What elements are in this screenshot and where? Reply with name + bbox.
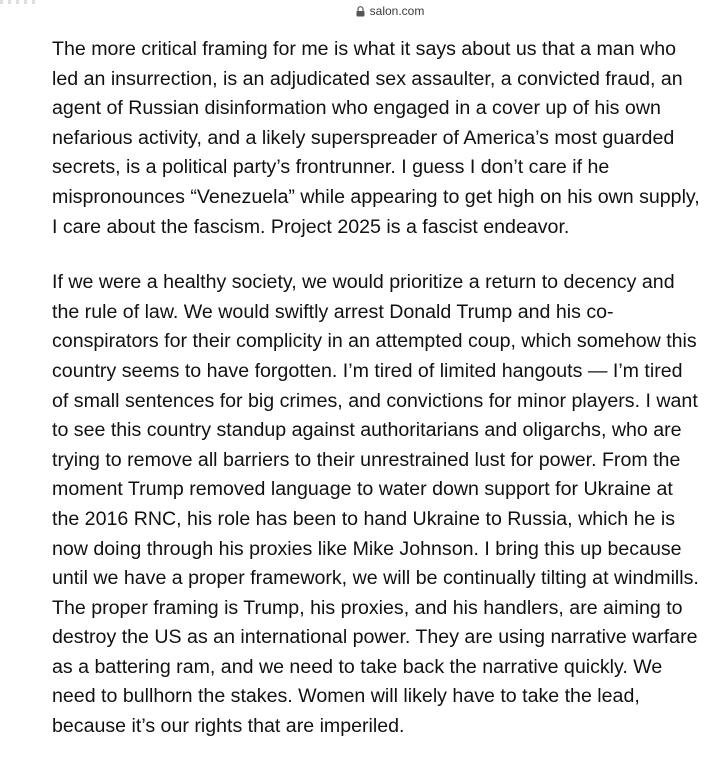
article-paragraph: If we were a healthy society, we would prioritize a return to decency and the rule of law. We would swiftly arrest Donald Trump and his co-conspirators for their complicity in an attempted coup, which somehow this country seems to have forgotten. I’m tired of limited hangouts — I’m tired of small sentences for big crimes, and convictions for minor players. I want to see this country standup against authoritarians and oligarchs, who are trying to remove all barriers to their unrestrained lust for power. From the moment Trump removed language to water down support for Ukraine at the 2016 RNC, his role has been to hand Ukraine to Russia, which he is now doing through his proxies like Mike Johnson. I bring this up because until we have a proper framework, we will be continually tilting at windmills. The proper framing is Trump, his proxies, and his handlers, are aiming to destroy the US as an international power. They are using narrative warfare as a battering ram, and we need to take back the narrative quickly. We need to bullhorn the stakes. Women will likely have to take the lead, because it’s our rights that are imperiled. <box>52 271 699 738</box>
address-bar[interactable] <box>0 4 720 18</box>
article-paragraph: The more critical framing for me is what it says about us that a man who led an insurrection, is an adjudicated sex assaulter, a convicted fraud, an agent of Russian disinformation who engaged in a cover up of his own nefarious activity, and a likely superspreader of America’s most guarded secrets, is a political party’s frontrunner. I guess I don’t care if he mispronounces “Venezuela” while appearing to get high on his own supply, I care about the fascism. Project 2025 is a fascist endeavor. <box>52 38 700 238</box>
lock-icon <box>356 6 365 17</box>
browser-top-bar <box>0 0 720 26</box>
article-body <box>52 35 702 742</box>
address-bar-domain: salon.com <box>369 4 425 18</box>
